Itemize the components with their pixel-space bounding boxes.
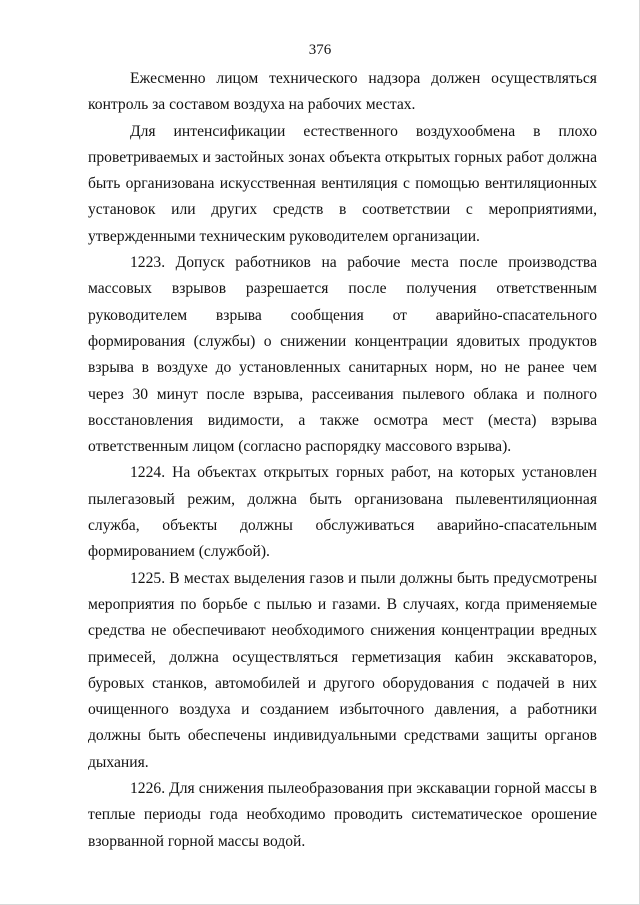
document-body <box>88 66 597 855</box>
paragraph-1226: 1226. Для снижения пылеобразования при экскавации горной массы в теплые периоды года необходимо проводить систематическое орошение взорванной горной массы водой. <box>88 780 597 850</box>
paragraph-1223: 1223. Допуск работников на рабочие места после производства массовых взрывов разрешается после получения ответственным руководителем взрыва сообщения от аварийно-спасательного формирования (службы) о снижении концентрации ядовитых продуктов взрыва в воздухе до установленных санитарных норм, но не ранее чем через 30 минут после взрыва, рассеивания пылевого облака и полного восстановления видимости, а также осмотра мест (места) взрыва ответственным лицом (согласно распорядку массового взрыва). <box>88 254 597 456</box>
paragraph-ventilation: Для интенсификации естественного воздухообмена в плохо проветриваемых и застойных зонах объекта открытых горных работ должна быть организована искусственная вентиляция с помощью вентиляционных установок или других средств в соответствии с мероприятиями, утвержденными техническим руководителем организации. <box>88 122 597 245</box>
paragraph-1225: 1225. В местах выделения газов и пыли должны быть предусмотрены мероприятия по борьбе с пылью и газами. В случаях, когда применяемые средства не обеспечивают необходимого снижения концентрации вредных примесей, должна осуществляться герметизация кабин экскаваторов, буровых станков, автомобилей и другого оборудования с подачей в них очищенного воздуха и созданием избыточного давления, а работники должны быть обеспечены индивидуальными средствами защиты органов дыхания. <box>88 569 597 771</box>
page-number: 376 <box>308 42 332 58</box>
paragraph-1224: 1224. На объектах открытых горных работ, на которых установлен пылегазовый режим, должна быть организована пылевентиляционная служба, объекты должны обслуживаться аварийно-спасательным формированием (службой). <box>88 464 597 561</box>
paragraph-air-control: Ежесменно лицом технического надзора должен осуществляться контроль за составом воздуха на рабочих местах. <box>88 70 597 114</box>
